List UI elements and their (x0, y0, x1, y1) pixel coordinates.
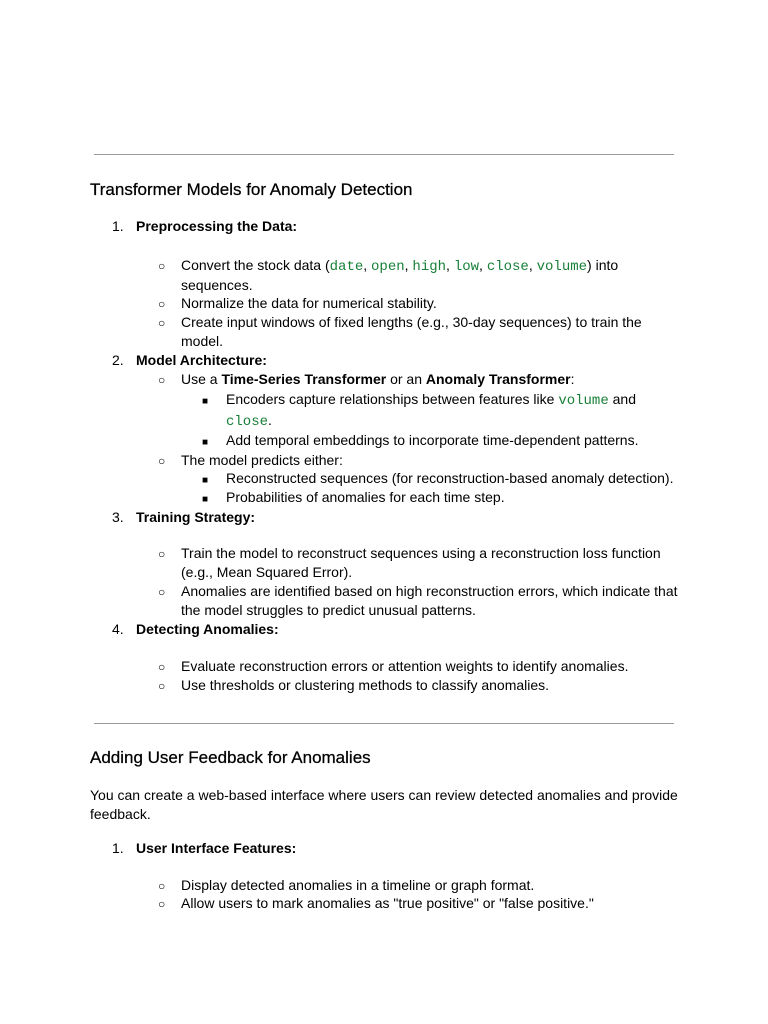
list-number: 2. (112, 352, 124, 368)
circle-bullet-icon: ○ (158, 679, 166, 693)
code-inline: open (371, 259, 405, 275)
intro-paragraph: You can create a web-based interface where users can review detected anomalies and provide (90, 787, 678, 803)
list-item: Convert the stock data (date, open, high, low, close, volume) into (181, 257, 619, 275)
code-inline: close (226, 414, 269, 430)
item-heading-training: Training Strategy: (136, 509, 256, 525)
code-inline: close (486, 259, 529, 275)
list-item: Anomalies are identified based on high reconstruction errors, which indicate that (181, 583, 678, 599)
list-item: Use a Time-Series Transformer or an Anomaly Transformer: (181, 371, 575, 387)
circle-bullet-icon: ○ (158, 259, 166, 273)
circle-bullet-icon: ○ (158, 316, 166, 330)
list-item-continuation: (e.g., Mean Squared Error). (181, 564, 353, 580)
square-bullet-icon: ■ (202, 475, 209, 486)
section-heading-user-feedback: Adding User Feedback for Anomalies (90, 748, 371, 767)
item-heading-detecting: Detecting Anomalies: (136, 621, 279, 637)
list-item: Train the model to reconstruct sequences using a reconstruction loss function (181, 545, 661, 561)
sub-list-item-continuation: close. (226, 412, 272, 430)
item-heading-ui-features: User Interface Features: (136, 840, 297, 856)
sub-list-item: Encoders capture relationships between features like volume and (226, 391, 636, 409)
list-item-continuation: the model struggles to predict unusual patterns. (181, 602, 476, 618)
horizontal-rule (94, 723, 674, 724)
list-item: Display detected anomalies in a timeline or graph format. (181, 877, 535, 893)
list-item: Allow users to mark anomalies as "true positive" or "false positive." (181, 895, 594, 911)
circle-bullet-icon: ○ (158, 373, 166, 387)
circle-bullet-icon: ○ (158, 897, 166, 911)
intro-paragraph-continuation: feedback. (90, 806, 151, 822)
circle-bullet-icon: ○ (158, 297, 166, 311)
circle-bullet-icon: ○ (158, 585, 166, 599)
list-number: 1. (112, 218, 124, 234)
item-heading-preprocessing: Preprocessing the Data: (136, 218, 298, 234)
code-inline: volume (536, 259, 588, 275)
sub-list-item: Probabilities of anomalies for each time step. (226, 489, 505, 505)
list-item: Normalize the data for numerical stability. (181, 295, 437, 311)
sub-list-item: Add temporal embeddings to incorporate time-dependent patterns. (226, 432, 639, 448)
list-item: The model predicts either: (181, 452, 343, 468)
list-item: Evaluate reconstruction errors or attention weights to identify anomalies. (181, 658, 629, 674)
list-item-continuation: sequences. (181, 277, 253, 293)
square-bullet-icon: ■ (202, 396, 209, 407)
sub-list-item: Reconstructed sequences (for reconstruction-based anomaly detection). (226, 470, 674, 486)
code-inline: volume (558, 393, 609, 409)
circle-bullet-icon: ○ (158, 660, 166, 674)
circle-bullet-icon: ○ (158, 879, 166, 893)
code-inline: high (412, 259, 447, 275)
square-bullet-icon: ■ (202, 437, 209, 448)
list-item: Create input windows of fixed lengths (e.g., 30-day sequences) to train the (181, 314, 642, 330)
circle-bullet-icon: ○ (158, 454, 166, 468)
list-number: 3. (112, 509, 124, 525)
code-inline: low (453, 259, 480, 275)
list-item: Use thresholds or clustering methods to classify anomalies. (181, 677, 550, 693)
square-bullet-icon: ■ (202, 494, 209, 505)
list-number: 4. (112, 621, 124, 637)
item-heading-architecture: Model Architecture: (136, 352, 267, 368)
section-heading-transformer: Transformer Models for Anomaly Detection (90, 180, 413, 199)
circle-bullet-icon: ○ (158, 547, 166, 561)
list-number: 1. (112, 840, 124, 856)
horizontal-rule (94, 154, 674, 155)
code-inline: date (329, 259, 364, 275)
list-item-continuation: model. (181, 333, 224, 349)
